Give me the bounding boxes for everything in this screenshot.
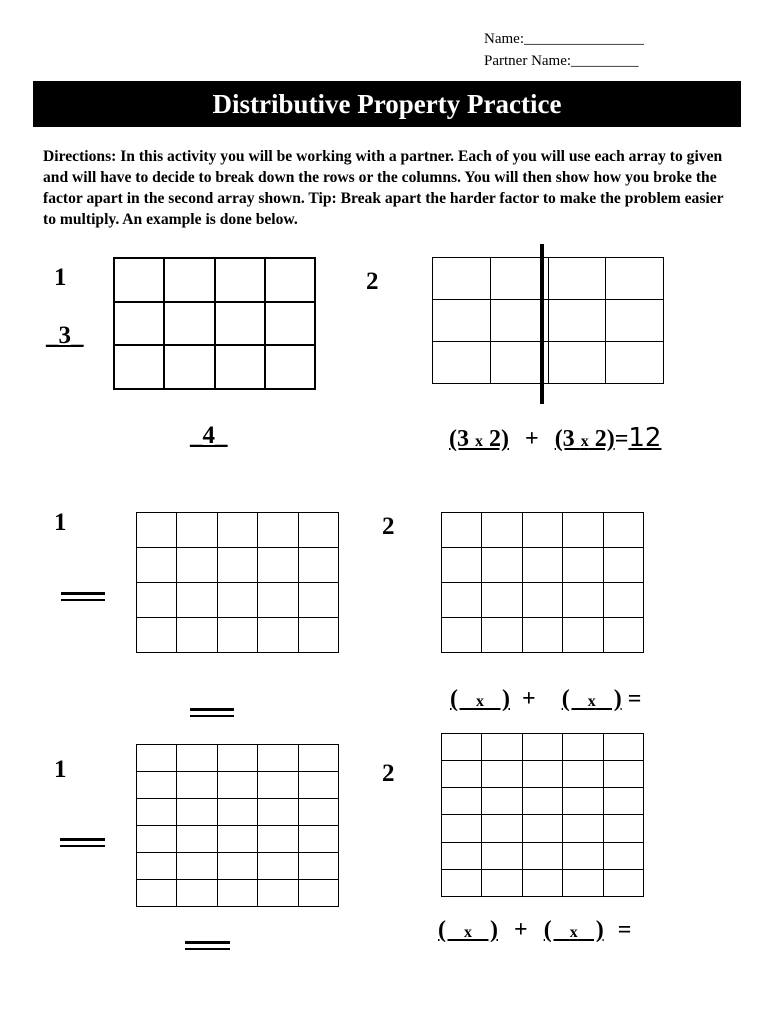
grid-cell [522,842,562,869]
grid-cell [215,302,265,346]
grid-cell [548,300,606,342]
grid-cell [217,853,257,880]
directions-text: Directions: In this activity you will be working with a partner. Each of you will use each array to given and will have to decide to break down the rows or the columns. You will then show how you broke the factor apart in the second array shown. Tip: Break apart the harder factor to make the problem easier to multiply. An example is done below. [43,148,724,228]
grid-cell [258,745,298,772]
grid-cell [217,745,257,772]
eq-left-term: (3 x 2) [449,426,509,452]
grid-cell [433,342,491,384]
grid-row [442,842,644,869]
grid-cell [298,772,338,799]
grid-cell [522,815,562,842]
grid-cell [265,258,315,302]
grid-row [442,734,644,761]
grid-cell [442,869,482,896]
grid-row [114,258,315,302]
eq-plus: + [514,917,528,943]
grid-cell [177,618,217,653]
grid-cell [217,799,257,826]
grid-row [114,345,315,389]
grid-cell [603,842,643,869]
grid-row [442,548,644,583]
grid-cell [563,842,603,869]
grid-cell [164,345,214,389]
grid-cell [258,583,298,618]
grid-row [433,300,664,342]
grid-cell [603,618,643,653]
grid-cell [298,853,338,880]
problem-2-label-1: 1 [54,756,67,783]
grid-cell [164,258,214,302]
eq-plus: + [522,686,536,712]
grid-cell [114,258,164,302]
example-label-1: 1 [54,264,67,291]
grid-cell [522,869,562,896]
grid-cell [563,761,603,788]
grid-row [442,788,644,815]
problem-1-label-2: 2 [382,513,395,540]
problem-2-array-1 [136,744,339,907]
grid-cell [177,513,217,548]
grid-cell [217,880,257,907]
grid-cell [258,880,298,907]
grid-row [442,513,644,548]
example-array-2 [432,257,664,384]
grid-cell [442,842,482,869]
grid-cell [606,300,664,342]
grid-cell [137,772,177,799]
eq-equals: = [614,426,629,452]
split-line [540,244,544,404]
grid-cell [603,513,643,548]
grid-cell [603,761,643,788]
grid-cell [215,258,265,302]
grid-cell [298,618,338,653]
grid-cell [482,618,522,653]
problem-1-equation [450,686,641,713]
grid-cell [298,826,338,853]
grid-cell [606,258,664,300]
grid-row [442,869,644,896]
problem-2-label-2: 2 [382,760,395,787]
grid-cell [563,815,603,842]
grid-cell [482,548,522,583]
grid-cell [137,548,177,583]
grid-cell [606,342,664,384]
grid-cell [603,583,643,618]
grid-cell [442,618,482,653]
eq-right-term[interactable]: ( x ) [561,686,622,712]
grid-cell [217,548,257,583]
grid-row [442,815,644,842]
grid-cell [137,583,177,618]
grid-row [137,772,339,799]
grid-cell [217,583,257,618]
grid-cell [548,258,606,300]
grid-row [137,853,339,880]
grid-cell [442,583,482,618]
grid-row [137,618,339,653]
grid-cell [298,799,338,826]
grid-cell [522,548,562,583]
problem-2-cols-blank[interactable] [185,941,230,950]
grid-cell [433,258,491,300]
grid-cell [563,513,603,548]
grid-cell [298,880,338,907]
grid-cell [442,761,482,788]
grid-cell [522,618,562,653]
grid-row [442,761,644,788]
grid-cell [522,583,562,618]
grid-cell [137,853,177,880]
eq-plus: + [525,426,539,452]
grid-cell [442,788,482,815]
grid-cell [265,302,315,346]
grid-cell [258,618,298,653]
grid-row [433,258,664,300]
grid-row [137,548,339,583]
name-field[interactable]: Name:________________ [484,31,644,47]
grid-cell [482,761,522,788]
grid-cell [482,513,522,548]
grid-cell [177,745,217,772]
grid-cell [137,513,177,548]
example-rows-value: _3_ [46,322,84,349]
grid-cell [258,548,298,583]
grid-cell [563,788,603,815]
grid-cell [298,745,338,772]
grid-row [137,513,339,548]
grid-cell [603,869,643,896]
grid-cell [114,302,164,346]
grid-cell [563,618,603,653]
grid-row [137,583,339,618]
grid-row [442,618,644,653]
grid-cell [482,842,522,869]
grid-cell [137,745,177,772]
grid-row [137,880,339,907]
grid-cell [177,772,217,799]
grid-cell [482,815,522,842]
grid-cell [177,548,217,583]
grid-cell [217,513,257,548]
grid-cell [137,618,177,653]
grid-row [442,583,644,618]
grid-cell [563,869,603,896]
example-array-1 [113,257,316,390]
grid-cell [603,734,643,761]
problem-1-cols-blank[interactable] [190,708,234,717]
grid-cell [137,826,177,853]
eq-equals: = [617,917,632,943]
grid-cell [164,302,214,346]
grid-cell [563,548,603,583]
name-fields [484,28,644,72]
grid-cell [177,853,217,880]
grid-cell [177,826,217,853]
grid-cell [217,826,257,853]
grid-cell [177,799,217,826]
grid-cell [442,734,482,761]
grid-cell [603,788,643,815]
eq-answer: 12 [628,423,662,453]
problem-1-array-1 [136,512,339,653]
grid-cell [298,583,338,618]
example-equation [449,423,661,453]
grid-cell [137,880,177,907]
eq-equals: = [627,686,642,712]
grid-cell [177,880,217,907]
problem-2-array-2 [441,733,644,897]
problem-1-rows-blank[interactable] [61,592,105,601]
grid-cell [258,513,298,548]
page-title: Distributive Property Practice [33,81,741,127]
grid-cell [603,815,643,842]
grid-cell [298,548,338,583]
grid-cell [522,788,562,815]
grid-cell [522,761,562,788]
grid-row [137,826,339,853]
grid-cell [258,772,298,799]
grid-cell [603,548,643,583]
problem-2-equation [438,917,631,944]
grid-cell [522,734,562,761]
grid-row [137,745,339,772]
grid-cell [482,583,522,618]
eq-right-term[interactable]: ( x ) [543,917,604,943]
grid-cell [258,853,298,880]
grid-row [433,342,664,384]
grid-row [114,302,315,346]
example-cols-value: _4_ [190,422,228,449]
grid-cell [258,799,298,826]
grid-cell [482,788,522,815]
grid-row [137,799,339,826]
grid-cell [548,342,606,384]
grid-cell [177,583,217,618]
grid-cell [482,734,522,761]
grid-cell [482,869,522,896]
eq-left-term[interactable]: ( x ) [450,686,510,712]
problem-2-rows-blank[interactable] [60,838,105,847]
grid-cell [442,815,482,842]
grid-cell [217,772,257,799]
grid-cell [522,513,562,548]
grid-cell [563,734,603,761]
grid-cell [433,300,491,342]
grid-cell [442,513,482,548]
grid-cell [265,345,315,389]
grid-cell [298,513,338,548]
problem-1-label-1: 1 [54,509,67,536]
grid-cell [258,826,298,853]
grid-cell [442,548,482,583]
eq-left-term[interactable]: ( x ) [438,917,498,943]
problem-1-array-2 [441,512,644,653]
grid-cell [114,345,164,389]
grid-cell [215,345,265,389]
grid-cell [137,799,177,826]
grid-cell [563,583,603,618]
eq-right-term: (3 x 2) [554,426,615,452]
grid-cell [217,618,257,653]
partner-name-field[interactable]: Partner Name:_________ [484,53,639,69]
example-label-2: 2 [366,268,379,295]
